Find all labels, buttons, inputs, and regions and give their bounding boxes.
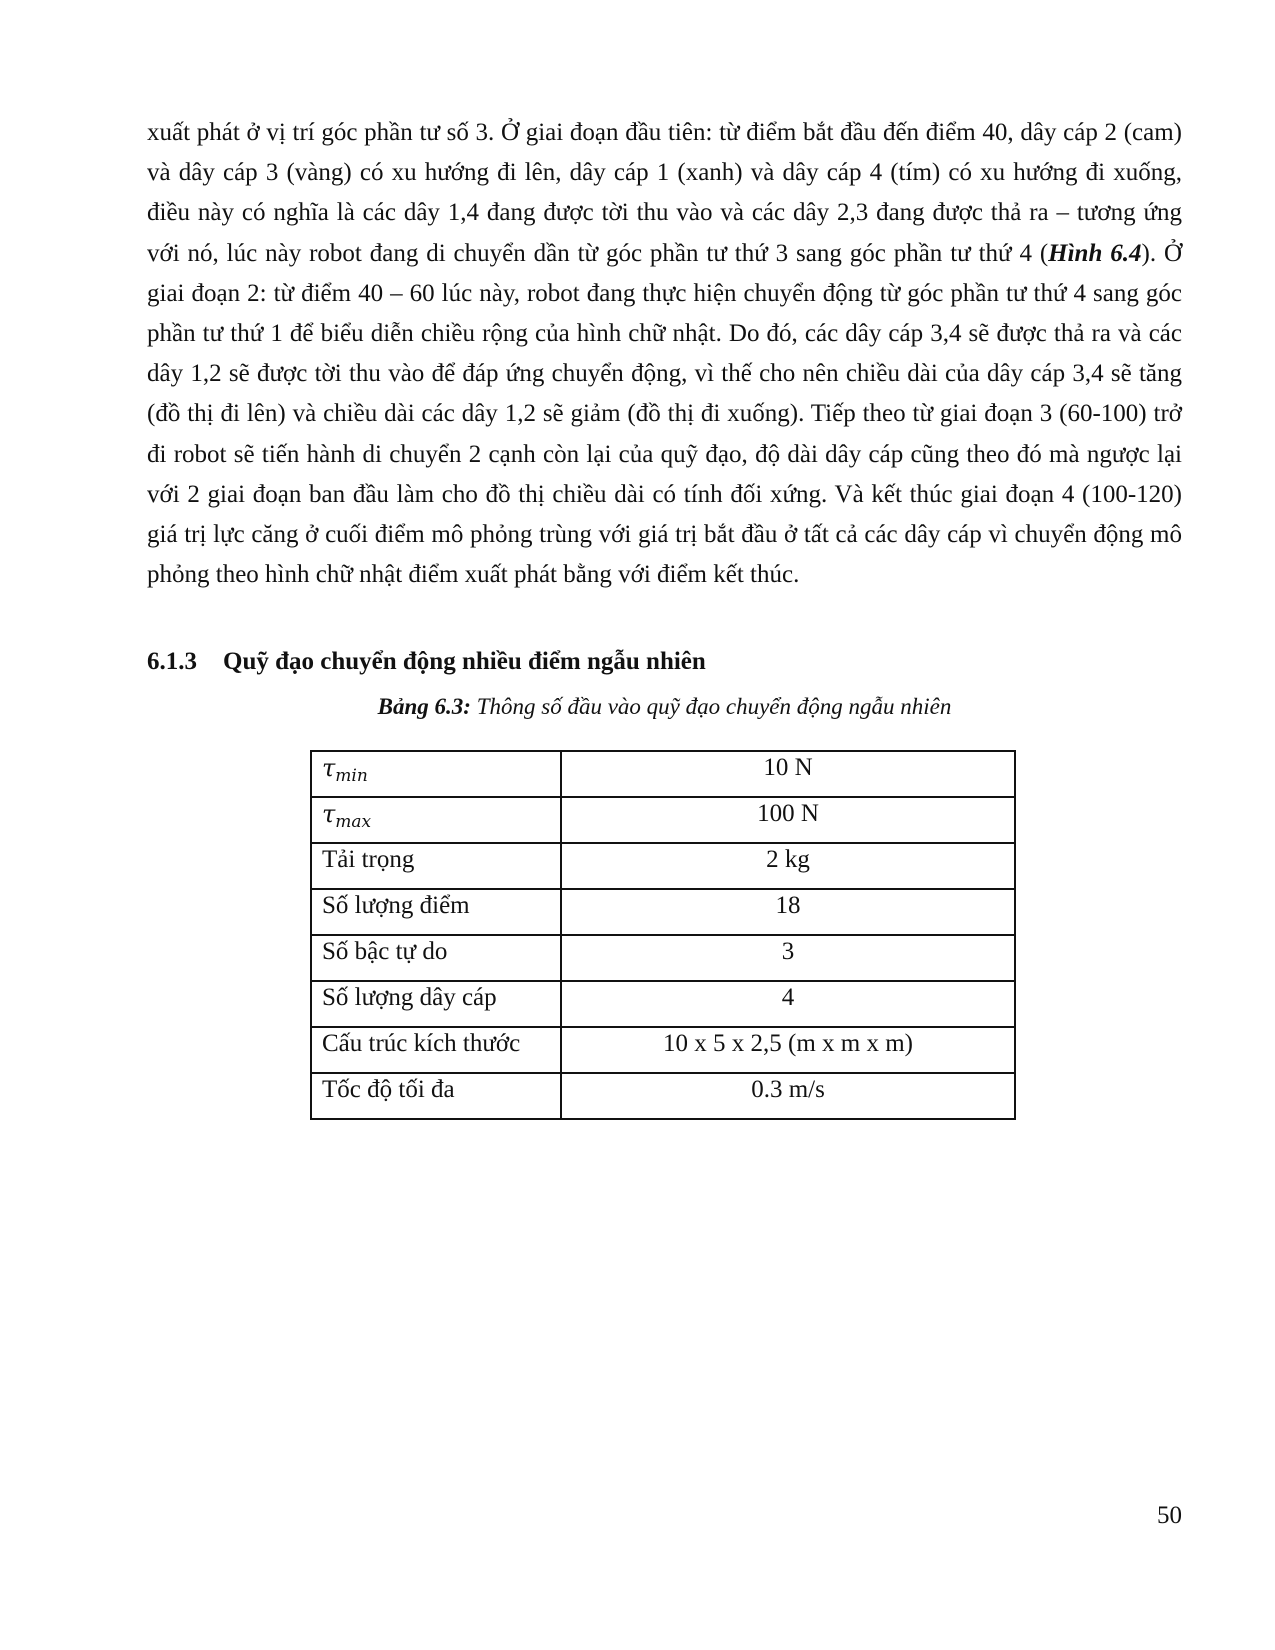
table-row <box>311 935 1015 981</box>
table-label-cell <box>311 797 561 843</box>
table-value-cell: 2 kg <box>561 843 1015 889</box>
table-row <box>311 889 1015 935</box>
table-row <box>311 797 1015 843</box>
table-caption-text: Thông số đầu vào quỹ đạo chuyển động ngẫu nhiên <box>470 694 952 719</box>
table-label-cell: Số lượng điểm <box>311 889 561 935</box>
table-row <box>311 981 1015 1027</box>
table-value-cell: 3 <box>561 935 1015 981</box>
table-value-cell: 100 N <box>561 797 1015 843</box>
table-row <box>311 1073 1015 1119</box>
parameters-table <box>310 750 1016 1120</box>
table-label-cell <box>311 751 561 797</box>
table-value-cell: 10 x 5 x 2,5 (m x m x m) <box>561 1027 1015 1073</box>
paragraph-text-part2: ). Ở giai đoạn 2: từ điểm 40 – 60 lúc này, robot đang thực hiện chuyển động từ góc phần tư thứ 4 sang góc phần tư thứ 1 để biểu diễn chiều rộng của hình chữ nhật. Do đó, các dây cáp 3,4 sẽ được thả ra và các dây 1,2 sẽ được tời thu vào để đáp ứng chuyển động, vì thế cho nên chiều dài của dây cáp 3,4 sẽ tăng (đồ thị đi lên) và chiều dài các dây 1,2 sẽ giảm (đồ thị đi xuống). Tiếp theo từ giai đoạn 3 (60-100) trở đi robot sẽ tiến hành di chuyển 2 cạnh còn lại của quỹ đạo, độ dài dây cáp cũng theo đó mà ngược lại với 2 giai đoạn ban đầu làm cho đồ thị chiều dài có tính đối xứng. Và kết thúc giai đoạn 4 (100-120) giá trị lực căng ở cuối điểm mô phỏng trùng với giá trị bắt đầu ở tất cả các dây cáp vì chuyển động mô phỏng theo hình chữ nhật điểm xuất phát bằng với điểm kết thúc. <box>147 239 1183 589</box>
tau-min-symbol: $\tau_{min}$ <box>322 754 368 786</box>
table-value-cell: 10 N <box>561 751 1015 797</box>
section-number: 6.1.3 <box>147 648 197 675</box>
figure-reference: Hình 6.4 <box>1048 239 1142 267</box>
section-heading <box>147 648 1182 676</box>
table-label-cell: Tải trọng <box>311 843 561 889</box>
table-label-cell: Số lượng dây cáp <box>311 981 561 1027</box>
table-caption-label: Bảng 6.3: <box>377 694 471 719</box>
table-label-cell: Cấu trúc kích thước <box>311 1027 561 1073</box>
table-row <box>311 843 1015 889</box>
body-paragraph <box>147 113 1182 595</box>
tau-max-symbol: $\tau_{max}$ <box>322 800 372 832</box>
table-value-cell: 4 <box>561 981 1015 1027</box>
table-label-cell: Tốc độ tối đa <box>311 1073 561 1119</box>
table-value-cell: 0.3 m/s <box>561 1073 1015 1119</box>
table-label-cell: Số bậc tự do <box>311 935 561 981</box>
table-row <box>311 751 1015 797</box>
paragraph-text-part1: xuất phát ở vị trí góc phần tư số 3. Ở giai đoạn đầu tiên: từ điểm bắt đầu đến điểm 40, dây cáp 2 (cam) và dây cáp 3 (vàng) có xu hướng đi lên, dây cáp 1 (xanh) và dây cáp 4 (tím) có xu hướng đi xuống, điều này có nghĩa là các dây 1,4 đang được tời thu vào và các dây 2,3 đang được thả ra – tương ứng với nó, lúc này robot đang di chuyển dần từ góc phần tư thứ 3 sang góc phần tư thứ 4 ( <box>147 119 1182 267</box>
table-caption <box>147 694 1182 720</box>
section-title: Quỹ đạo chuyển động nhiều điểm ngẫu nhiên <box>223 648 706 675</box>
page-number: 50 <box>1157 1502 1182 1529</box>
table-value-cell: 18 <box>561 889 1015 935</box>
table-row <box>311 1027 1015 1073</box>
